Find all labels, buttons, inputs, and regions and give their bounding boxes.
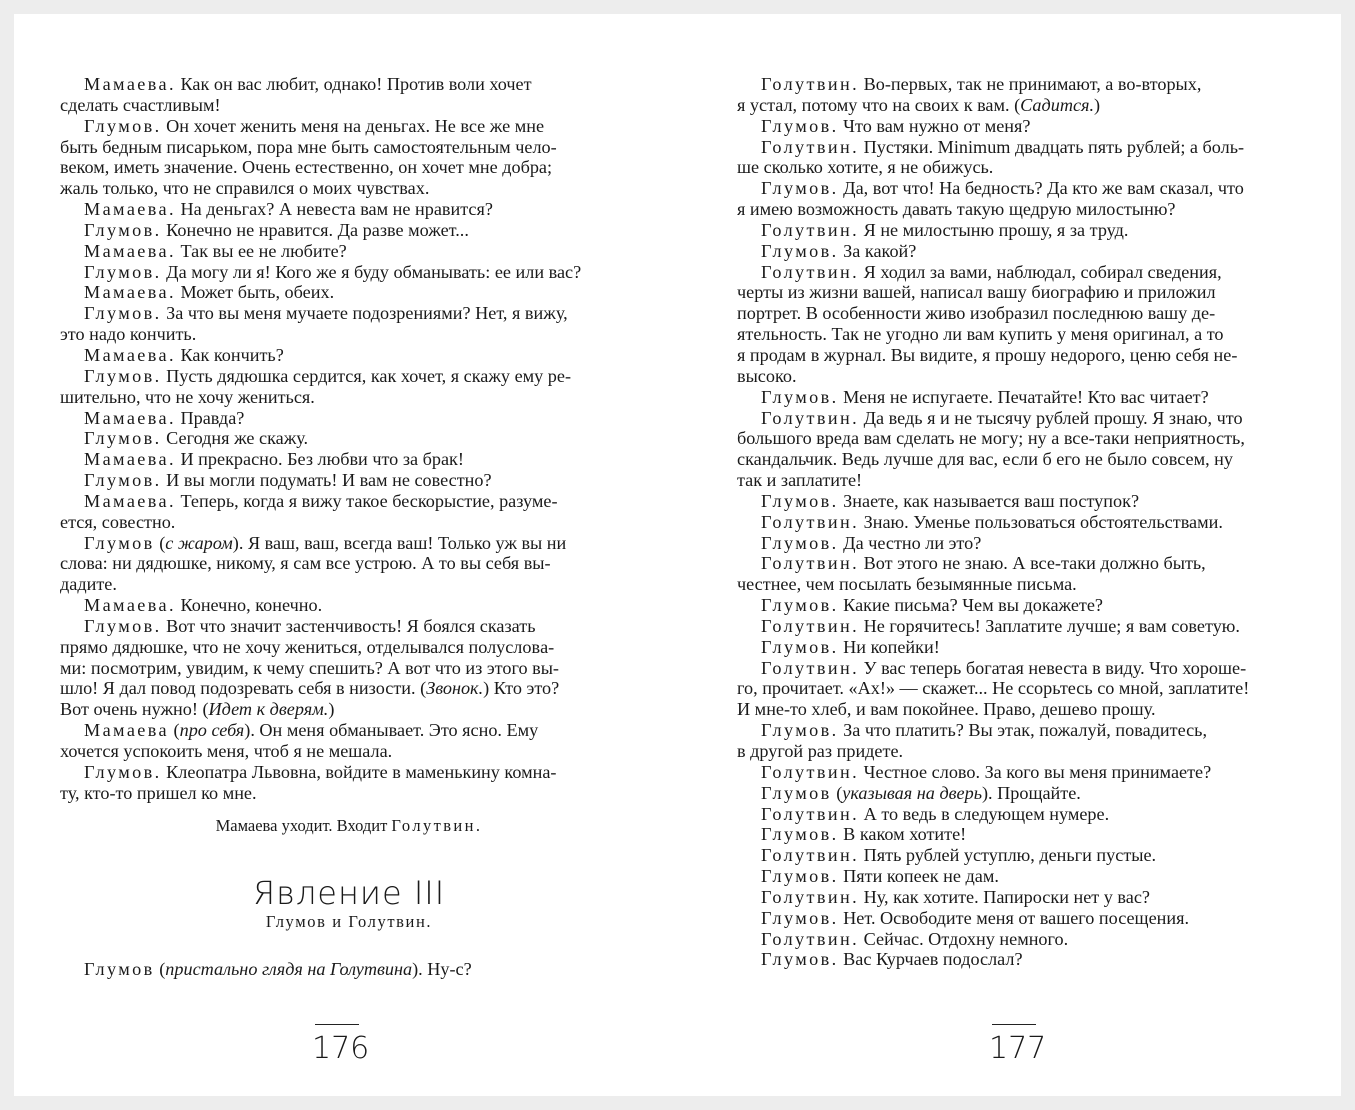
speaker-name: Мамаева. [84, 407, 176, 428]
speaker-name: Глумов. [761, 178, 839, 199]
text-line [60, 220, 638, 241]
stage-remark: про себя [179, 720, 245, 741]
speaker-name: Голутвин. [761, 761, 860, 782]
line-text: высоко. [737, 365, 797, 386]
line-text: За что вы меня мучаете подозрениями? Нет, я вижу, [161, 303, 568, 324]
text-line [737, 908, 1317, 929]
text-line [737, 887, 1317, 908]
text-line [60, 783, 638, 804]
text-line [737, 658, 1317, 679]
speaker-name: Глумов. [761, 866, 839, 887]
line-text: Пяти копеек не дам. [838, 866, 999, 887]
speaker-name: Голутвин. [761, 553, 860, 574]
speaker-name: Глумов. [761, 115, 839, 136]
line-text: Он хочет женить меня на деньгах. Не все же мне [161, 115, 545, 136]
text-line [60, 116, 638, 137]
stage-direction [60, 816, 638, 837]
line-text: И вы могли подумать! И вам не совестно? [161, 470, 492, 491]
text-line [60, 324, 638, 345]
right-page-text [737, 74, 1317, 970]
speaker-name: Голутвин. [761, 657, 860, 678]
speaker-name: Глумов. [84, 115, 162, 136]
text-line: Глумов (указывая на дверь). Прощайте. [761, 782, 1081, 803]
line-text: Знаю. Уменье пользоваться обстоятельствами. [859, 511, 1223, 532]
text-line [737, 95, 1317, 116]
speaker-name: Глумов [84, 532, 155, 553]
text-line [737, 533, 1317, 554]
line-text: это надо кончить. [60, 324, 197, 345]
line-text: И прекрасно. Без любви что за брак! [175, 449, 464, 470]
line-text: За какой? [838, 240, 917, 261]
line-text: И мне-то хлеб, и вам покойнее. Право, дешево прошу. [737, 699, 1156, 720]
line-text: Как кончить? [175, 344, 284, 365]
line-text: ми: посмотрим, увидим, к чему спешить? А вот что из этого вы- [60, 657, 559, 678]
line-text: Вот очень нужно! ( [60, 699, 209, 720]
line-text: ту, кто-то пришел ко мне. [60, 782, 257, 803]
line-text: Я не милостыню прошу, я за труд. [859, 219, 1129, 240]
line-text: быть бедным писарьком, пора мне быть самостоятельным чело- [60, 136, 557, 157]
line-text: ) Кто это? [483, 678, 560, 699]
line-text: Пять рублей уступлю, деньги пустые. [859, 845, 1157, 866]
speaker-name: Голутвин. [761, 845, 860, 866]
text-line [60, 762, 638, 783]
speaker-name: Голутвин. [761, 261, 860, 282]
speaker-name: Мамаева [84, 720, 169, 741]
line-text: я имею возможность давать такую щедрую милостыню? [737, 199, 1176, 220]
stage-remark: Идет к дверям. [208, 699, 329, 720]
stage-remark: указывая на дверь [842, 782, 982, 803]
text-line [60, 637, 638, 658]
line-text: дадите. [60, 574, 117, 595]
scene-heading: Явление III [252, 874, 446, 913]
text-line [60, 428, 638, 449]
line-text: Правда? [175, 407, 245, 428]
line-text: За что платить? Вы этак, пожалуй, повадитесь, [838, 720, 1208, 741]
right-page [677, 14, 1341, 1096]
speaker-name: Голутвин. [761, 511, 860, 532]
text-line [60, 199, 638, 220]
line-text: Теперь, когда я вижу такое бескорыстие, разуме- [175, 490, 558, 511]
text-line [60, 470, 638, 491]
text-line [60, 303, 638, 324]
text-line [60, 345, 638, 366]
line-text: . Ну-с? [418, 959, 472, 980]
speaker-name: Голутвин. [761, 615, 860, 636]
scene-persons: Глумов и Голутвин. [265, 912, 433, 932]
speaker-name: Голутвин. [761, 407, 860, 428]
line-text: Пусть дядюшка сердится, как хочет, я скажу ему ре- [161, 365, 572, 386]
speaker-name: Глумов. [761, 907, 839, 928]
page-number-rule [315, 1024, 359, 1025]
text-line [60, 387, 638, 408]
text-line [60, 658, 638, 679]
speaker-name: Глумов. [84, 219, 162, 240]
text-line [737, 428, 1317, 449]
text-line [737, 282, 1317, 303]
text-line [737, 366, 1317, 387]
line-text: ) [1094, 94, 1101, 115]
line-text: Да могу ли я! Кого же я буду обманывать: ее или вас? [161, 261, 582, 282]
text-line [60, 699, 638, 720]
line-text: Вас Курчаев подослал? [838, 949, 1023, 970]
text-line [737, 220, 1317, 241]
speaker-name: Глумов [84, 959, 155, 980]
speaker-name: Мамаева. [84, 74, 176, 94]
line-text: прямо дядюшке, что не хочу жениться, отделывался полусловa- [60, 636, 555, 657]
text-line [737, 387, 1317, 408]
line-text: Конечно, конечно. [175, 595, 323, 616]
line-text: веком, иметь значение. Очень естественно, он хочет мне добра; [60, 157, 553, 178]
text-line [60, 678, 638, 699]
speaker-name: Глумов. [761, 240, 839, 261]
line-text: хочется успокоить меня, чтоб я не мешала. [60, 741, 393, 761]
speaker-name: Мамаева. [84, 240, 176, 261]
text-line [737, 241, 1317, 262]
speaker-name: Глумов. [761, 949, 839, 970]
line-text: Знаете, как называется ваш поступок? [838, 490, 1140, 511]
line-text: ше сколько хотите, я не обижусь. [737, 157, 994, 178]
line-text: ется, совестно. [60, 511, 176, 532]
text-line [737, 512, 1317, 533]
line-text: Пустяки. Minimum двадцать пять рублей; а боль- [859, 136, 1245, 157]
line-text: Я ходил за вами, наблюдал, собирал сведения, [859, 261, 1222, 282]
text-line [737, 804, 1317, 825]
text-line [737, 824, 1317, 845]
text-line [60, 574, 638, 595]
line-text: Что вам нужно от меня? [838, 115, 1031, 136]
speaker-name: Глумов. [761, 595, 839, 616]
line-text: ) [328, 699, 335, 720]
stage-remark: пристально глядя на Голутвина [165, 959, 413, 980]
line-text: Клеопатра Львовна, войдите в маменькину комна- [161, 761, 557, 782]
speaker-name: Голутвин. [761, 74, 860, 94]
speaker-name: Мамаева. [84, 282, 176, 303]
text-line [737, 137, 1317, 158]
speaker-name: Мамаева. [84, 344, 176, 365]
speaker-name: Глумов. [761, 636, 839, 657]
line-text: Какие письма? Чем вы докажете? [838, 595, 1104, 616]
text-line [737, 408, 1317, 429]
text-line [60, 553, 638, 574]
text-line [60, 512, 638, 533]
text-line [737, 157, 1317, 178]
text-line [737, 741, 1317, 762]
line-text: Да ведь я и не тысячу рублей прошу. Я знаю, что [859, 407, 1243, 428]
line-text: Сейчас. Отдохну немного. [859, 928, 1069, 949]
text-line [737, 116, 1317, 137]
text-line [737, 553, 1317, 574]
page-number-right [989, 1024, 1047, 1069]
text-line [737, 616, 1317, 637]
left-page-text [60, 74, 638, 980]
line-text: я устал, потому что на своих к вам. ( [737, 94, 1021, 115]
speaker-name: Глумов. [761, 532, 839, 553]
line-text: Не горячитесь! Заплатите лучше; я вам советую. [859, 615, 1240, 636]
speaker-name: Глумов. [84, 428, 162, 449]
text-line: Глумов (пристально глядя на Голутвина). Ну-с? [84, 959, 472, 980]
text-line [737, 262, 1317, 283]
text-line: Мамаева (про себя). Он меня обманывает. Это ясно. Ему [84, 720, 539, 741]
text-line [60, 408, 638, 429]
line-text: сделать счастливым! [60, 94, 221, 115]
text-line [60, 595, 638, 616]
line-text: черты из жизни вашей, написал вашу биографию и приложил [737, 282, 1216, 303]
speaker-name: Глумов. [761, 824, 839, 845]
speaker-name: Глумов. [84, 470, 162, 491]
line-text: В каком хотите! [838, 824, 967, 845]
text-line: Глумов (с жаром). Я ваш, ваш, всегда ваш! Только уж вы ни [84, 532, 567, 553]
speaker-name: Голутвин. [761, 886, 860, 907]
line-text: Да, вот что! На бедность? Да кто же вам сказал, что [838, 178, 1244, 199]
line-text: Ни копейки! [838, 636, 940, 657]
line-text: Ну, как хотите. Папироски нет у вас? [859, 886, 1150, 907]
speaker-name: Мамаева. [84, 199, 176, 220]
line-text: Нет. Освободите меня от вашего посещения. [838, 907, 1190, 928]
text-line [60, 137, 638, 158]
text-line [60, 241, 638, 262]
speaker-name: Глумов [761, 782, 832, 803]
speaker-name: Глумов. [761, 490, 839, 511]
text-line [60, 449, 638, 470]
text-line [60, 262, 638, 283]
text-line [737, 303, 1317, 324]
text-line [737, 574, 1317, 595]
text-line [737, 324, 1317, 345]
line-text: ятельность. Так не угодно ли вам купить у меня оригинал, а то [737, 324, 1224, 345]
text-line [60, 95, 638, 116]
text-line [737, 637, 1317, 658]
text-line [737, 949, 1317, 970]
line-text: большого вреда вам сделать не могу; ну а все-таки неприятность, [737, 428, 1245, 449]
line-text: На деньгах? А невеста вам не нравится? [175, 199, 493, 220]
text-line [737, 762, 1317, 783]
speaker-name: Глумов. [84, 615, 162, 636]
line-text: честнее, чем посылать безымянные письма. [737, 574, 1077, 595]
stage-remark: Звонок. [426, 678, 484, 699]
text-line [737, 178, 1317, 199]
speaker-name: Голутвин. [391, 815, 483, 835]
text-line [60, 741, 638, 762]
line-text: Как он вас любит, однако! Против воли хочет [175, 74, 532, 94]
text-line [737, 720, 1317, 741]
text-line [737, 595, 1317, 616]
line-text: так и заплатите! [737, 470, 863, 491]
speaker-name: Глумов. [84, 303, 162, 324]
line-text: Конечно не нравится. Да разве может... [161, 219, 469, 240]
speaker-name: Мамаева. [84, 449, 176, 470]
speaker-name: Голутвин. [761, 803, 860, 824]
speaker-name: Голутвин. [761, 136, 860, 157]
line-text: . Он меня обманывает. Это ясно. Ему [250, 720, 539, 741]
page-number-left [312, 1024, 370, 1069]
text-line [60, 616, 638, 637]
text-line [60, 178, 638, 199]
text-line [737, 866, 1317, 887]
text-line [737, 678, 1317, 699]
line-text: портрет. В особенности живо изобразил последнюю вашу де- [737, 303, 1216, 324]
text-line [60, 491, 638, 512]
speaker-name: Глумов. [84, 261, 162, 282]
text-line [737, 449, 1317, 470]
speaker-name: Голутвин. [761, 219, 860, 240]
line-text: слова: ни дядюшке, никому, я сам все устрою. А то вы себя вы- [60, 553, 551, 574]
line-text: . Прощайте. [988, 782, 1081, 803]
line-text: Во-первых, так не принимают, а во-вторых, [859, 74, 1202, 94]
line-text: Может быть, обеих. [175, 282, 335, 303]
line-text: го, прочитает. «Ах!» — скажет... Не ссорьтесь со мной, заплатите! [737, 678, 1250, 699]
line-text: А то ведь в следующем нумере. [859, 803, 1110, 824]
speaker-name: Глумов. [761, 386, 839, 407]
line-text: Вот этого не знаю. А все-таки должно быть, [859, 553, 1206, 574]
speaker-name: Глумов. [84, 365, 162, 386]
line-text: шительно, что не хочу жениться. [60, 386, 315, 407]
line-text: Вот что значит застенчивость! Я боялся сказать [161, 615, 536, 636]
line-text: в другой раз придете. [737, 741, 904, 761]
text-line [60, 157, 638, 178]
left-page [14, 14, 677, 1096]
text-line [60, 282, 638, 303]
line-text: Меня не испугаете. Печатайте! Кто вас читает? [838, 386, 1209, 407]
text-line [737, 199, 1317, 220]
line-text: Так вы ее не любите? [175, 240, 347, 261]
line-text: . Я ваш, ваш, всегда ваш! Только уж вы ни [238, 532, 567, 553]
speaker-name: Голутвин. [761, 928, 860, 949]
book-spread [14, 14, 1341, 1096]
stage-remark: с жаром [165, 532, 233, 553]
stage-remark: Садится. [1020, 94, 1095, 115]
text-line [737, 699, 1317, 720]
text-line [60, 74, 638, 95]
speaker-name: Мамаева. [84, 490, 176, 511]
line-text: Да честно ли это? [838, 532, 982, 553]
line-text: скандальчик. Ведь лучше для вас, если б его не было совсем, ну [737, 449, 1234, 470]
text-line [737, 845, 1317, 866]
line-text: я продам в журнал. Вы видите, я прошу недорого, ценю себя не- [737, 344, 1238, 365]
speaker-name: Глумов. [761, 720, 839, 741]
page-number-rule [992, 1024, 1036, 1025]
text-line [737, 929, 1317, 950]
line-text: Честное слово. За кого вы меня принимаете? [859, 761, 1212, 782]
text-line [60, 366, 638, 387]
line-text: Сегодня же скажу. [161, 428, 309, 449]
text-line [737, 345, 1317, 366]
line-text: шло! Я дал повод подозревать себя в низости. ( [60, 678, 427, 699]
speaker-name: Мамаева. [84, 595, 176, 616]
text-line [737, 491, 1317, 512]
stage-direction-text: Мамаева уходит. Входит [215, 815, 392, 835]
page-number-right-value: 177 [989, 1031, 1047, 1066]
text-line [737, 74, 1317, 95]
text-line [737, 470, 1317, 491]
page-number-left-value: 176 [312, 1031, 370, 1066]
speaker-name: Глумов. [84, 761, 162, 782]
line-text: жаль только, что не справился о моих чувствах. [60, 178, 430, 199]
line-text: У вас теперь богатая невеста в виду. Что хороше- [859, 657, 1247, 678]
